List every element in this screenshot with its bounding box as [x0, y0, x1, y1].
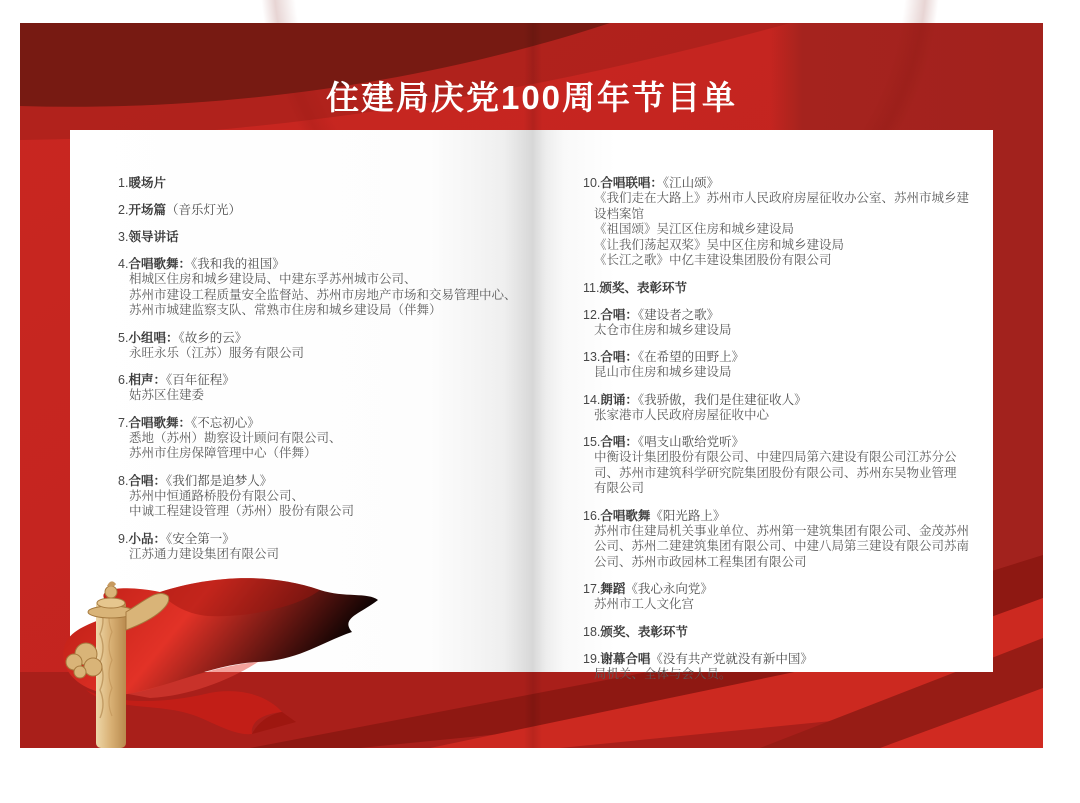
item-label: 谢幕合唱	[600, 651, 651, 666]
item-number: 3.	[118, 230, 129, 244]
item-detail-line: 有限公司	[594, 481, 645, 495]
item-label: 小组唱：	[128, 330, 179, 345]
item-number: 13.	[583, 350, 601, 364]
item-title: 《我骄傲，我们是住建征收人》	[637, 392, 807, 407]
item-detail-line: 中诚工程建设管理（苏州）股份有限公司	[129, 504, 355, 518]
program-item	[118, 176, 516, 191]
program-item-head	[583, 176, 979, 191]
program-item-head	[583, 393, 979, 408]
program-item-head	[118, 203, 516, 218]
item-detail-line: 永旺永乐（江苏）服务有限公司	[129, 345, 305, 360]
program-item	[583, 176, 979, 269]
program-item-head	[583, 350, 979, 365]
item-label: 舞蹈	[600, 582, 626, 596]
item-label: 暖场片	[128, 176, 166, 190]
item-number: 18.	[583, 624, 601, 639]
program-item	[118, 331, 516, 362]
item-label: 合唱联唱：	[600, 176, 663, 190]
item-number: 14.	[583, 392, 601, 407]
item-number: 9.	[118, 531, 129, 546]
program-item-head	[118, 230, 516, 245]
page-title: 住建局庆党100周年节目单	[325, 79, 738, 116]
item-number: 7.	[118, 415, 129, 430]
program-item-head	[118, 373, 516, 388]
program-item	[583, 435, 979, 497]
program-item-head	[118, 176, 516, 191]
item-title: 《百年征程》	[165, 373, 235, 387]
item-detail-line: 苏州市工人文化宫	[594, 597, 695, 611]
item-number: 19.	[583, 651, 601, 666]
item-label: 朗诵：	[600, 392, 638, 407]
program-item	[118, 257, 516, 319]
item-title: 《我心永向党》	[625, 582, 713, 596]
program-item	[583, 393, 979, 424]
item-detail-line: 司、苏州市建筑科学研究院集团股份有限公司、苏州东吴物业管理	[594, 465, 957, 480]
item-label: 颁奖、表彰环节	[600, 624, 688, 639]
item-label: 合唱：	[128, 473, 166, 488]
program-item	[583, 350, 979, 381]
item-label: 开场篇	[128, 203, 166, 217]
item-number: 15.	[583, 435, 601, 449]
item-title: 《安全第一》	[165, 531, 235, 546]
program-item	[118, 373, 516, 404]
program-item	[118, 203, 516, 218]
program-item	[583, 308, 979, 339]
item-detail-line: 苏州市住建局机关事业单位、苏州第一建筑集团有限公司、金茂苏州	[594, 523, 970, 538]
program-item	[583, 582, 979, 613]
program-item-head	[583, 435, 979, 450]
item-title: 《唱支山歌给党听》	[637, 435, 745, 449]
item-detail-line: 《长江之歌》中亿丰建设集团股份有限公司	[594, 253, 832, 267]
item-title: 《江山颂》	[662, 176, 720, 190]
program-item	[118, 416, 516, 462]
item-label: 领导讲话	[128, 230, 179, 244]
item-detail-line: 相城区住房和城乡建设局、中建东孚苏州城市公司、	[129, 272, 417, 286]
program-item-head	[118, 257, 516, 272]
program-item	[583, 281, 979, 296]
item-number: 4.	[118, 257, 129, 271]
item-label: 合唱：	[600, 350, 638, 364]
item-label: 合唱歌舞	[600, 508, 651, 523]
program-item	[118, 474, 516, 520]
item-number: 12.	[583, 307, 601, 322]
program-item	[583, 625, 979, 640]
item-detail-line: 江苏通力建设集团有限公司	[129, 546, 280, 561]
item-detail-line: 公司、苏州市政园林工程集团有限公司	[594, 554, 807, 569]
item-detail-line: 苏州中恒通路桥股份有限公司、	[129, 488, 305, 503]
item-number: 5.	[118, 330, 129, 345]
item-label: 合唱：	[600, 307, 638, 322]
item-number: 11.	[583, 280, 600, 295]
item-number: 10.	[583, 176, 601, 190]
program-item-head	[583, 509, 979, 524]
item-title: 《我们都是追梦人》	[165, 473, 273, 488]
program-column-right	[583, 176, 979, 694]
item-detail-line: 《祖国颂》吴江区住房和城乡建设局	[594, 222, 795, 236]
item-number: 16.	[583, 508, 601, 523]
item-title: 《没有共产党就没有新中国》	[650, 651, 813, 666]
program-item	[583, 509, 979, 571]
item-detail-line: 昆山市住房和城乡建设局	[594, 365, 732, 379]
program-item-head	[583, 625, 979, 640]
item-detail-line: 《我们走在大路上》苏州市人民政府房屋征收办公室、苏州市城乡建	[594, 191, 970, 205]
item-detail-line: 局机关、全体与会人员。	[594, 666, 732, 681]
item-detail-line: 公司、苏州二建建筑集团有限公司、中建八局第三建设有限公司苏南	[594, 539, 970, 553]
program-item-head	[118, 474, 516, 489]
item-detail-line: 设档案馆	[594, 206, 645, 221]
item-title: 《阳光路上》	[650, 508, 726, 523]
program-item-head	[583, 308, 979, 323]
item-label: 相声：	[128, 373, 166, 387]
program-item-head	[583, 281, 979, 296]
item-detail-line: 苏州市住房保障管理中心（伴舞）	[129, 446, 317, 460]
item-label: 合唱歌舞：	[128, 415, 191, 430]
item-title: （音乐灯光）	[165, 203, 241, 217]
program-item	[118, 230, 516, 245]
item-title: 《在希望的田野上》	[637, 350, 745, 364]
item-title: 《建设者之歌》	[637, 307, 720, 322]
item-label: 合唱歌舞：	[128, 257, 191, 271]
item-title: 《故乡的云》	[178, 330, 248, 345]
program-item	[118, 532, 516, 563]
item-label: 颁奖、表彰环节	[599, 280, 687, 295]
program-item-head	[583, 652, 979, 667]
program-item-head	[583, 582, 979, 597]
item-detail-line: 苏州市建设工程质量安全监督站、苏州市房地产市场和交易管理中心、	[129, 287, 517, 302]
item-number: 17.	[583, 582, 601, 596]
item-number: 8.	[118, 473, 129, 488]
item-detail-line: 中衡设计集团股份有限公司、中建四局第六建设有限公司江苏分公	[594, 450, 957, 464]
item-title: 《不忘初心》	[190, 415, 260, 430]
item-number: 6.	[118, 373, 129, 387]
item-number: 1.	[118, 176, 129, 190]
item-detail-line: 悉地（苏州）勘察设计顾问有限公司、	[129, 430, 342, 445]
program-column-left	[118, 176, 516, 574]
item-detail-line: 苏州市城建监察支队、常熟市住房和城乡建设局（伴舞）	[129, 303, 442, 317]
item-detail-line: 姑苏区住建委	[129, 388, 205, 402]
program-item	[583, 652, 979, 683]
item-detail-line: 太仓市住房和城乡建设局	[594, 322, 732, 337]
item-label: 合唱：	[600, 435, 638, 449]
item-detail-line: 张家港市人民政府房屋征收中心	[594, 407, 770, 422]
item-title: 《我和我的祖国》	[190, 257, 285, 271]
program-item-head	[118, 416, 516, 431]
item-label: 小品：	[128, 531, 166, 546]
program-item-head	[118, 331, 516, 346]
program-item-head	[118, 532, 516, 547]
item-detail-line: 《让我们荡起双桨》吴中区住房和城乡建设局	[594, 237, 845, 252]
item-number: 2.	[118, 203, 129, 217]
